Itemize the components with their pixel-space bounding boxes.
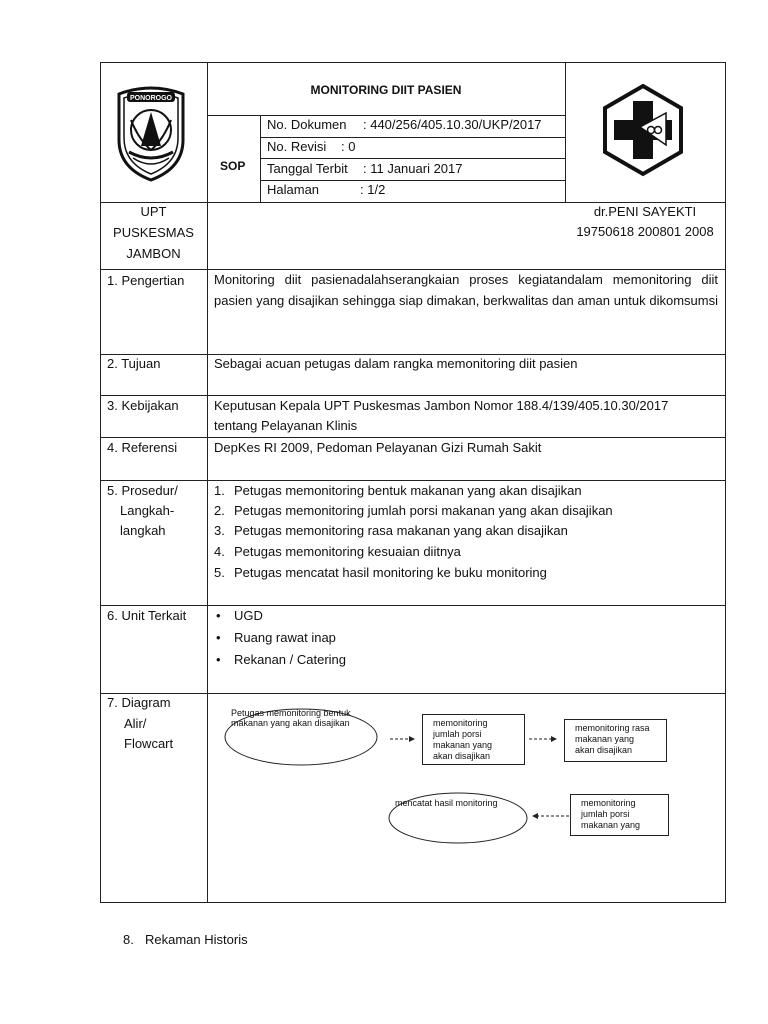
flow-node-text: makanan yang [575,734,635,744]
flow-node-rasa [564,719,667,762]
flow-node-kesesuaian [570,794,669,836]
footer-text: Rekaman Historis [145,932,248,947]
table-border-top [100,62,726,63]
bullet-icon: • [216,630,221,645]
row-line [100,605,726,606]
list-item [216,630,336,645]
row-line [100,354,726,355]
list-item [216,652,346,667]
row-line [100,395,726,396]
diagram-label-3: Flowcart [124,736,174,751]
flow-node-text: memonitoring rasa [575,723,650,733]
puskesmas-logo [596,83,690,177]
header-right-divider [565,62,566,202]
flow-node-end-text: mencatat hasil monitoring [395,798,498,808]
step-number: 3. [214,523,225,538]
diagram-label-2: Alir/ [124,716,147,731]
list-item [214,544,461,559]
info-doc-value: : 440/256/405.10.30/UKP/2017 [363,117,542,132]
tujuan-text: Sebagai acuan petugas dalam rangka memonitoring diit pasien [214,356,578,371]
info-line-1 [260,137,565,138]
prosedur-label-3: langkah [120,523,166,538]
kebijakan-line-2: tentang Pelayanan Klinis [214,418,358,433]
flow-node-porsi [422,714,525,765]
list-item [214,503,613,518]
signer-nip: 19750618 200801 2008 [576,224,714,239]
flow-node-text: akan disajikan [575,745,633,755]
step-text: Petugas memonitoring kesuaian diitnya [234,544,461,559]
pengertian-label: 1. Pengertian [107,273,185,288]
flow-node-start-line1: Petugas memonitoring bentuk [231,708,351,718]
row-line [100,480,726,481]
footer-number: 8. [123,932,134,947]
kebijakan-label: 3. Kebijakan [107,398,179,413]
step-text: Petugas memonitoring bentuk makanan yang akan disajikan [234,483,582,498]
unit-text: Rekanan / Catering [234,652,347,667]
table-border-right [725,62,726,903]
bullet-icon: • [216,608,221,623]
info-halaman-value: : 1/2 [360,182,386,197]
signer-name: dr.PENI SAYEKTI [593,204,697,219]
referensi-text: DepKes RI 2009, Pedoman Pelayanan Gizi Rumah Sakit [214,440,542,455]
org-line-3: JAMBON [126,246,181,261]
flow-node-text: jumlah porsi [581,809,630,819]
prosedur-label-1: 5. Prosedur/ [107,483,178,498]
document-title: MONITORING DIIT PASIEN [310,83,462,97]
list-item [214,523,568,538]
step-number: 4. [214,544,225,559]
list-item [216,608,263,623]
unit-text: UGD [234,608,263,623]
kebijakan-line-1: Keputusan Kepala UPT Puskesmas Jambon Nomor 188.4/139/405.10.30/2017 [214,398,669,413]
unit-label: 6. Unit Terkait [107,608,187,623]
step-number: 1. [214,483,225,498]
flow-node-start-line2: makanan yang akan disajikan [231,718,350,728]
info-line-2 [260,158,565,159]
info-doc-label: No. Dokumen [267,117,347,132]
info-revisi-label: No. Revisi [267,139,327,154]
info-tanggal-value: : 11 Januari 2017 [363,161,463,176]
flow-node-text: jumlah porsi [433,729,482,739]
bullet-icon: • [216,652,221,667]
info-tanggal-label: Tanggal Terbit [267,161,348,176]
step-text: Petugas mencatat hasil monitoring ke buku monitoring [234,565,547,580]
diagram-label-1: 7. Diagram [107,695,171,710]
header-bottom-line [100,202,726,203]
pengertian-text: Monitoring diit pasienadalahserangkaian proses kegiatandalam memonitoring diit pasien yang disajikan sehingga siap dimakan, berkwalitas dan aman untuk dikomsumsi [214,272,718,308]
regency-seal-logo [111,80,191,184]
flow-node-text: akan disajikan [433,751,491,761]
step-number: 5. [214,565,225,580]
step-text: Petugas memonitoring jumlah porsi makanan yang akan disajikan [234,503,613,518]
row-line [100,437,726,438]
info-line-3 [260,180,565,181]
seal-text: PONOROGO [129,95,173,102]
step-text: Petugas memonitoring rasa makanan yang akan disajikan [234,523,568,538]
org-line-2: PUSKESMAS [113,225,194,240]
flow-node-text: makanan yang [433,740,493,750]
table-border-bottom [100,902,726,903]
info-halaman-label: Halaman [267,182,320,197]
unit-text: Ruang rawat inap [234,630,336,645]
flow-node-text: memonitoring [433,718,488,728]
org-line-1: UPT [140,204,167,219]
list-item [214,483,582,498]
info-revisi-value: : 0 [341,139,356,154]
list-item [214,565,547,580]
prosedur-label-2: Langkah- [120,503,175,518]
flow-node-text: makanan yang [581,820,641,830]
table-border-left [100,62,101,903]
flowchart [207,694,725,902]
step-number: 2. [214,503,225,518]
sop-label: SOP [220,159,246,173]
flow-node-text: memonitoring [581,798,636,808]
tujuan-label: 2. Tujuan [107,356,161,371]
referensi-label: 4. Referensi [107,440,178,455]
